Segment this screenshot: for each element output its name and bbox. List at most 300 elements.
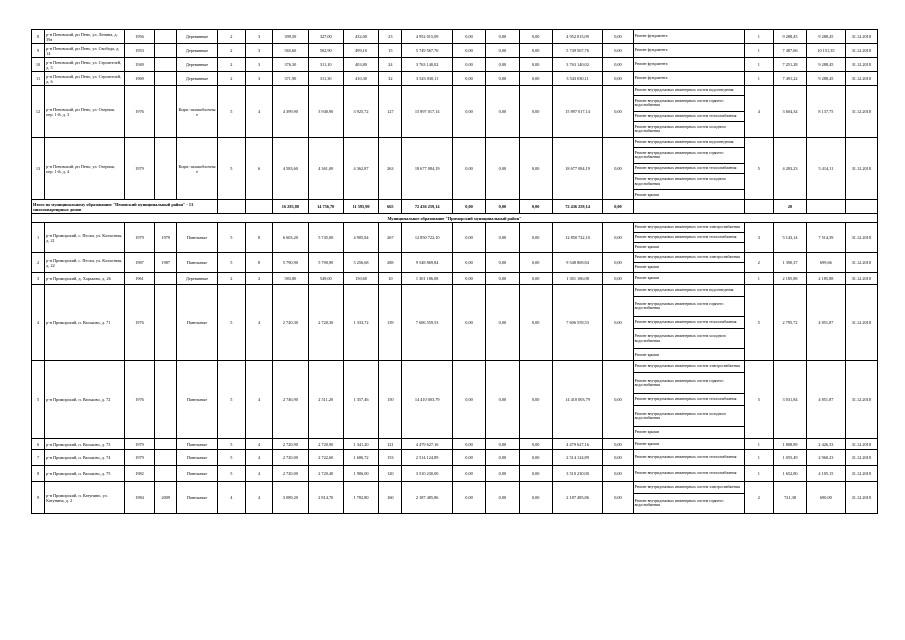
table-cell: 72 436 259,14	[402, 200, 452, 214]
table-cell: 31.12.2018	[845, 138, 877, 200]
works-cell	[633, 138, 744, 200]
table-row	[32, 30, 878, 44]
table-cell: 31.12.2018	[845, 439, 877, 450]
table-cell: 31.12.2018	[845, 466, 877, 482]
work-item: Ремонт внутридомовых инженерных систем горячего водоснабжения	[634, 499, 724, 508]
work-item: Ремонт внутридомовых инженерных систем горячего водоснабжения	[634, 296, 744, 316]
table-cell: 4 361,00	[308, 138, 343, 200]
table-cell: 0,00	[603, 223, 633, 253]
table-cell: 0,00	[452, 466, 485, 482]
table-cell: 31.12.2018	[845, 72, 877, 86]
table-cell: 3	[32, 273, 45, 285]
table-cell: 8 137,75	[807, 86, 845, 138]
table-cell: 7 251,28	[773, 58, 806, 72]
table-cell: 0,00	[519, 361, 552, 439]
table-cell: 31.12.2018	[845, 273, 877, 285]
table-cell: 721,38	[773, 482, 806, 514]
table-cell: 3 510 230,00	[552, 466, 602, 482]
works-cell	[633, 285, 744, 361]
table-cell: р-н Приморский, д. Харьково, д. 26	[45, 273, 125, 285]
table-cell: Деревянные	[177, 72, 217, 86]
table-cell: 0,00	[452, 58, 485, 72]
table-cell: 0,00	[486, 439, 519, 450]
work-item: Ремонт внутридомовых инженерных систем электроснабжения	[634, 482, 744, 493]
table-cell: 5	[217, 86, 245, 138]
works-cell	[633, 273, 744, 285]
table-row	[32, 138, 878, 200]
table-cell: 1	[744, 44, 773, 58]
table-cell: Деревянные	[177, 58, 217, 72]
table-cell: 2 795,72	[773, 285, 806, 361]
table-cell: 9	[32, 482, 45, 514]
table-cell: 4 479 627,16	[552, 439, 602, 450]
work-item: Ремонт внутридомовых инженерных систем водоотведения	[634, 285, 744, 296]
table-cell: 0,00	[452, 450, 485, 466]
table-cell: 6 603,20	[273, 223, 308, 253]
work-item: Ремонт внутридомовых инженерных систем электроснабжения	[634, 361, 744, 372]
work-item: Ремонт внутридомовых инженерных систем теплоснабжения	[634, 455, 737, 460]
work-item: Ремонт внутридомовых инженерных систем горячего водоснабжения	[634, 372, 744, 393]
table-cell: 3 604,34	[773, 86, 806, 138]
table-cell: 0,00	[452, 361, 485, 439]
table-cell: 0,00	[519, 200, 552, 214]
table-cell: 31.12.2018	[845, 482, 877, 514]
works-cell	[633, 223, 744, 253]
table-cell: 3 543 030,11	[402, 72, 452, 86]
table-cell: 3 510 230,00	[402, 466, 452, 482]
table-cell: 2 514 124,89	[552, 450, 602, 466]
table-cell: 14 756,70	[308, 200, 343, 214]
table-cell: 4 105,15	[807, 466, 845, 482]
work-item: Ремонт крыши	[634, 430, 660, 435]
table-cell: 2	[217, 273, 245, 285]
table-cell: 150,60	[343, 273, 378, 285]
table-cell: 5	[217, 439, 245, 450]
work-item: Ремонт внутридомовых инженерных систем холодного водоснабжения	[634, 329, 744, 349]
table-cell: 6	[32, 439, 45, 450]
table-cell	[155, 439, 177, 450]
table-cell: 2	[245, 273, 272, 285]
work-item: Ремонт внутридомовых инженерных систем холодного водоснабжения	[634, 125, 727, 134]
table-cell: 0,00	[519, 58, 552, 72]
work-item: Ремонт внутридомовых инженерных систем электроснабжения	[634, 253, 744, 263]
table-cell: 502,90	[308, 44, 343, 58]
table-row	[32, 273, 878, 285]
table-cell: 1	[744, 273, 773, 285]
table-cell: 311,30	[308, 72, 343, 86]
table-cell: 0,00	[603, 285, 633, 361]
table-cell: 6	[245, 138, 272, 200]
table-cell: Панельные	[177, 361, 217, 439]
table-cell: 0,00	[486, 466, 519, 482]
table-cell: 4	[245, 482, 272, 514]
table-cell: 9 288,45	[807, 30, 845, 44]
table-cell: 8	[32, 466, 45, 482]
table-cell: 9 548 869,84	[402, 253, 452, 273]
table-cell: 150	[379, 361, 402, 439]
capital-repair-table	[31, 29, 878, 514]
table-cell: 15	[379, 44, 402, 58]
table-cell: 1 782,80	[343, 482, 378, 514]
table-cell: 0,00	[486, 273, 519, 285]
table-cell: 31.12.2018	[845, 253, 877, 273]
table-cell: 5	[744, 285, 773, 361]
table-cell: 0,00	[486, 44, 519, 58]
table-cell: 2 722,60	[308, 450, 343, 466]
table-cell: 4 399,90	[273, 86, 308, 138]
table-cell: 120	[379, 466, 402, 482]
table-cell: 7 491,22	[773, 72, 806, 86]
table-row	[32, 285, 878, 361]
works-cell	[633, 466, 744, 482]
table-cell: р-н Приморский, с. Пески, ул. Колхозная, д. 21	[45, 223, 125, 253]
table-cell	[155, 361, 177, 439]
table-cell: 1979	[124, 138, 154, 200]
table-cell: 4	[744, 86, 773, 138]
table-cell: р-н Приморский, п. Катунино, ул. Катунина, д. 2	[45, 482, 125, 514]
works-cell	[633, 450, 744, 466]
table-cell: 5	[744, 361, 773, 439]
table-cell	[155, 285, 177, 361]
work-item: Ремонт внутридомовых инженерных систем теплоснабжения	[634, 393, 744, 405]
table-cell: 18 677 084,19	[402, 138, 452, 200]
table-cell: 2 187 485,86	[402, 482, 452, 514]
work-item: Ремонт внутридомовых инженерных систем электроснабжения	[634, 223, 744, 232]
table-cell: 1 808,89	[773, 439, 806, 450]
table-cell	[155, 86, 177, 138]
table-cell: 4 851,87	[807, 361, 845, 439]
works-cell	[633, 482, 744, 514]
table-cell: 9 288,45	[807, 72, 845, 86]
table-cell: 1	[744, 58, 773, 72]
work-item: Ремонт внутридомовых инженерных систем теплоснабжения	[634, 471, 737, 476]
table-cell: 3	[245, 72, 272, 86]
table-cell: 5 414,11	[807, 138, 845, 200]
table-cell: 4 283,23	[773, 138, 806, 200]
table-cell: 4	[245, 285, 272, 361]
table-cell: 5 745,00	[308, 223, 343, 253]
table-cell: 20	[773, 200, 806, 214]
table-cell: Деревянные	[177, 44, 217, 58]
table-cell: 0,00	[486, 58, 519, 72]
work-item: Ремонт фундамента	[634, 34, 668, 39]
table-cell: 4 952 015,09	[402, 30, 452, 44]
table-cell: 8	[32, 30, 45, 44]
table-cell: 410,30	[343, 72, 378, 86]
table-cell: 15 897 017,14	[552, 86, 602, 138]
work-item: Ремонт крыши	[634, 441, 660, 446]
table-row	[32, 72, 878, 86]
table-cell: 32	[379, 72, 402, 86]
table-cell: 1 301 186,08	[402, 273, 452, 285]
works-cell	[633, 58, 744, 72]
table-cell: 2 185,88	[773, 273, 806, 285]
table-cell: 1982	[124, 466, 154, 482]
table-cell: 432,00	[343, 30, 378, 44]
work-item: Ремонт внутридомовых инженерных систем горячего водоснабжения	[634, 147, 744, 164]
table-cell	[155, 466, 177, 482]
table-row	[32, 439, 878, 450]
table-cell: р-н Пеновский, рп Пено, ул. Свобода, д. 14	[45, 44, 125, 58]
table-cell: 0,00	[486, 86, 519, 138]
table-cell: р-н Пеновский, рп Пено, ул. Озерная, пер. 1-й, д. 4	[45, 138, 125, 200]
table-cell: 31.12.2018	[845, 86, 877, 138]
table-cell: 23	[379, 30, 402, 44]
table-cell: 0,00	[452, 439, 485, 450]
table-cell: 263	[379, 138, 402, 200]
table-cell: 0,00	[486, 253, 519, 273]
table-cell	[245, 200, 272, 214]
work-item: Ремонт крыши	[634, 352, 660, 357]
table-cell: 2009	[155, 482, 177, 514]
table-cell: 1969	[124, 72, 154, 86]
table-cell	[155, 58, 177, 72]
table-row	[32, 223, 878, 253]
table-cell: 0,00	[603, 138, 633, 200]
table-cell: 0,00	[603, 273, 633, 285]
table-cell: 0,00	[452, 285, 485, 361]
table-cell: 2 187 485,86	[552, 482, 602, 514]
table-cell: 139	[379, 285, 402, 361]
table-cell: 1	[744, 72, 773, 86]
table-cell: 5 256,68	[343, 253, 378, 273]
table-cell: 4	[32, 285, 45, 361]
table-cell: 2 720,00	[273, 450, 308, 466]
table-cell: 31.12.2018	[845, 58, 877, 72]
table-cell: 1953	[124, 44, 154, 58]
table-cell: Панельные	[177, 450, 217, 466]
table-cell: 2	[744, 253, 773, 273]
table-cell: 3 763 140,02	[402, 58, 452, 72]
table-cell: р-н Приморский, п. Васьково, д. 75	[45, 466, 125, 482]
table-cell: 0,00	[603, 44, 633, 58]
table-cell: 5 790,90	[273, 253, 308, 273]
work-item: Ремонт фундамента	[634, 48, 668, 53]
table-cell: 5	[744, 138, 773, 200]
table-cell: 1 333,72	[343, 285, 378, 361]
table-cell	[744, 200, 773, 214]
table-cell	[845, 200, 877, 214]
table-cell: 0,00	[452, 273, 485, 285]
table-cell: 0,00	[452, 44, 485, 58]
table-cell: 0,00	[519, 72, 552, 86]
table-cell: Панельные	[177, 285, 217, 361]
table-cell: 0,00	[452, 253, 485, 273]
work-item: Ремонт внутридомовых инженерных систем холодного водоснабжения	[634, 173, 744, 190]
table-cell	[155, 138, 177, 200]
table-cell: 1984	[124, 482, 154, 514]
table-cell: 0,00	[452, 72, 485, 86]
table-cell: 2 511,20	[308, 361, 343, 439]
table-cell: 549,00	[308, 273, 343, 285]
table-cell: 0,00	[519, 439, 552, 450]
table-cell: 399,50	[273, 30, 308, 44]
work-item: Ремонт внутридомовых инженерных систем теплоснабжения	[634, 164, 744, 174]
table-cell: 5 790,90	[308, 253, 343, 273]
table-cell: 14 410 003,79	[402, 361, 452, 439]
table-cell: 18 677 084,19	[552, 138, 602, 200]
table-cell	[155, 30, 177, 44]
table-cell: 3	[245, 30, 272, 44]
table-cell: 1976	[124, 86, 154, 138]
table-cell: 3 031,84	[773, 361, 806, 439]
table-cell: 2	[217, 44, 245, 58]
table-cell: 403,80	[343, 58, 378, 72]
table-cell: 0,00	[519, 138, 552, 200]
table-cell: 4	[217, 482, 245, 514]
table-cell: 5	[217, 223, 245, 253]
table-cell: 1 652,80	[773, 466, 806, 482]
works-cell	[633, 253, 744, 273]
table-cell: 0,00	[603, 30, 633, 44]
table-cell: 1 055,49	[773, 450, 806, 466]
table-cell: 0,00	[519, 285, 552, 361]
table-cell: 7 606 559,53	[402, 285, 452, 361]
table-cell: 2 720,30	[308, 285, 343, 361]
table-cell: 3	[245, 58, 272, 72]
table-cell: 153	[379, 450, 402, 466]
table-cell: 7 514,39	[807, 223, 845, 253]
table-cell: 4 851,87	[807, 285, 845, 361]
table-cell: 16 283,80	[273, 200, 308, 214]
table-cell: 5	[217, 450, 245, 466]
table-cell: 2 720,00	[273, 466, 308, 482]
table-cell: 0,00	[486, 361, 519, 439]
table-cell: 9 548 869,84	[552, 253, 602, 273]
table-row	[32, 58, 878, 72]
table-cell: 31.12.2018	[845, 223, 877, 253]
table-cell: 10	[379, 273, 402, 285]
table-cell: 0,00	[603, 361, 633, 439]
table-cell: 690,00	[807, 482, 845, 514]
table-cell: 1	[744, 450, 773, 466]
table-cell: 1979	[124, 223, 154, 253]
table-cell: 3 763 140,02	[552, 58, 602, 72]
table-cell	[155, 273, 177, 285]
table-cell: 371,90	[273, 72, 308, 86]
table-cell: 0,00	[486, 482, 519, 514]
table-row	[32, 253, 878, 273]
table-row	[32, 466, 878, 482]
table-cell: 0,00	[452, 482, 485, 514]
table-cell: 4 583,60	[273, 138, 308, 200]
work-item: Ремонт фундамента	[634, 62, 668, 67]
table-cell: р-н Приморский, п. Васьково, д. 73	[45, 439, 125, 450]
table-cell: 3 940,90	[308, 86, 343, 138]
total-row	[32, 200, 878, 214]
table-cell: 3 925,72	[343, 86, 378, 138]
table-cell: 8	[245, 253, 272, 273]
table-cell: 0,00	[603, 72, 633, 86]
table-cell: 0,00	[452, 200, 485, 214]
table-cell: Деревянные	[177, 30, 217, 44]
table-cell: р-н Пеновский, рп Пено, ул. Строителей, д. 5	[45, 58, 125, 72]
table-cell: 12	[32, 86, 45, 138]
work-item: Ремонт внутридомовых инженерных систем холодного водоснабжения	[634, 406, 744, 427]
table-cell: Панельные	[177, 253, 217, 273]
table-cell: 583,80	[273, 273, 308, 285]
work-item: Ремонт внутридомовых инженерных систем теплоснабжения	[634, 316, 744, 328]
works-cell	[633, 439, 744, 450]
table-cell: 499,10	[343, 44, 378, 58]
table-cell: 0,00	[603, 58, 633, 72]
table-cell: 5 749 567,76	[552, 44, 602, 58]
table-cell: Панельные	[177, 482, 217, 514]
table-cell: 3 089,20	[273, 482, 308, 514]
table-row	[32, 44, 878, 58]
table-cell: 1	[744, 466, 773, 482]
table-cell: Панельные	[177, 466, 217, 482]
table-cell: 14 410 003,79	[552, 361, 602, 439]
table-cell: р-н Пеновский, рп Пено, ул. Ленина, д. 39а	[45, 30, 125, 44]
table-cell: 0,00	[486, 285, 519, 361]
total-label: Итого по муниципальному образованию "Пеновский муниципальный район" - 13 многоквартирных домов	[32, 200, 218, 214]
table-cell: Кирп.-шлакоблочны е	[177, 138, 217, 200]
table-cell: 0,00	[486, 200, 519, 214]
works-cell	[633, 361, 744, 439]
work-item: Ремонт крыши	[634, 265, 660, 270]
table-cell: 12 850 722,10	[402, 223, 452, 253]
table-cell: 13	[32, 138, 45, 200]
table-cell: 1956	[124, 30, 154, 44]
table-cell: 1 357,46	[343, 361, 378, 439]
table-cell: 0,00	[603, 482, 633, 514]
table-cell: Деревянные	[177, 273, 217, 285]
table-cell: 4	[245, 86, 272, 138]
work-item: Ремонт крыши	[634, 245, 660, 250]
table-cell: 0,00	[603, 466, 633, 482]
work-item: Ремонт внутридомовых инженерных систем теплоснабжения	[634, 111, 744, 121]
table-cell	[155, 450, 177, 466]
table-row	[32, 482, 878, 514]
table-cell: 2 960,23	[807, 450, 845, 466]
table-cell: 2	[744, 482, 773, 514]
work-item: Ремонт крыши	[634, 276, 660, 281]
table-cell: 0,00	[519, 253, 552, 273]
table-cell: 0,00	[486, 223, 519, 253]
table-cell: 0,00	[486, 138, 519, 200]
table-cell: р-н Приморский, п. Васьково, д. 72	[45, 361, 125, 439]
table-cell: 4 905,84	[343, 223, 378, 253]
table-cell: 665	[379, 200, 402, 214]
table-cell: 0,00	[603, 253, 633, 273]
table-cell: 4	[245, 439, 272, 450]
table-cell	[807, 200, 845, 214]
table-cell: 0,00	[486, 72, 519, 86]
table-cell: 0,00	[519, 86, 552, 138]
table-cell: р-н Пеновский, рп Пено, ул. Озерная, пер. 1-й, д. 3	[45, 86, 125, 138]
table-cell: 0,00	[519, 44, 552, 58]
table-cell: 31.12.2018	[845, 285, 877, 361]
table-cell: р-н Приморский, п. Васьково, д. 71	[45, 285, 125, 361]
table-cell: 10	[32, 58, 45, 72]
table-cell: 121	[379, 439, 402, 450]
table-cell: 24	[379, 58, 402, 72]
table-cell: 11 595,90	[343, 200, 378, 214]
table-cell: 2 814,70	[308, 482, 343, 514]
table-cell: 3	[744, 223, 773, 253]
table-cell: 3	[245, 44, 272, 58]
table-cell: 0,00	[452, 223, 485, 253]
works-cell	[633, 72, 744, 86]
table-row	[32, 86, 878, 138]
table-cell: 0,00	[452, 86, 485, 138]
work-item: Ремонт фундамента	[634, 76, 668, 81]
table-cell: 12 850 722,10	[552, 223, 602, 253]
table-cell: 0,00	[519, 30, 552, 44]
table-cell: 327,00	[308, 30, 343, 44]
table-cell	[155, 72, 177, 86]
